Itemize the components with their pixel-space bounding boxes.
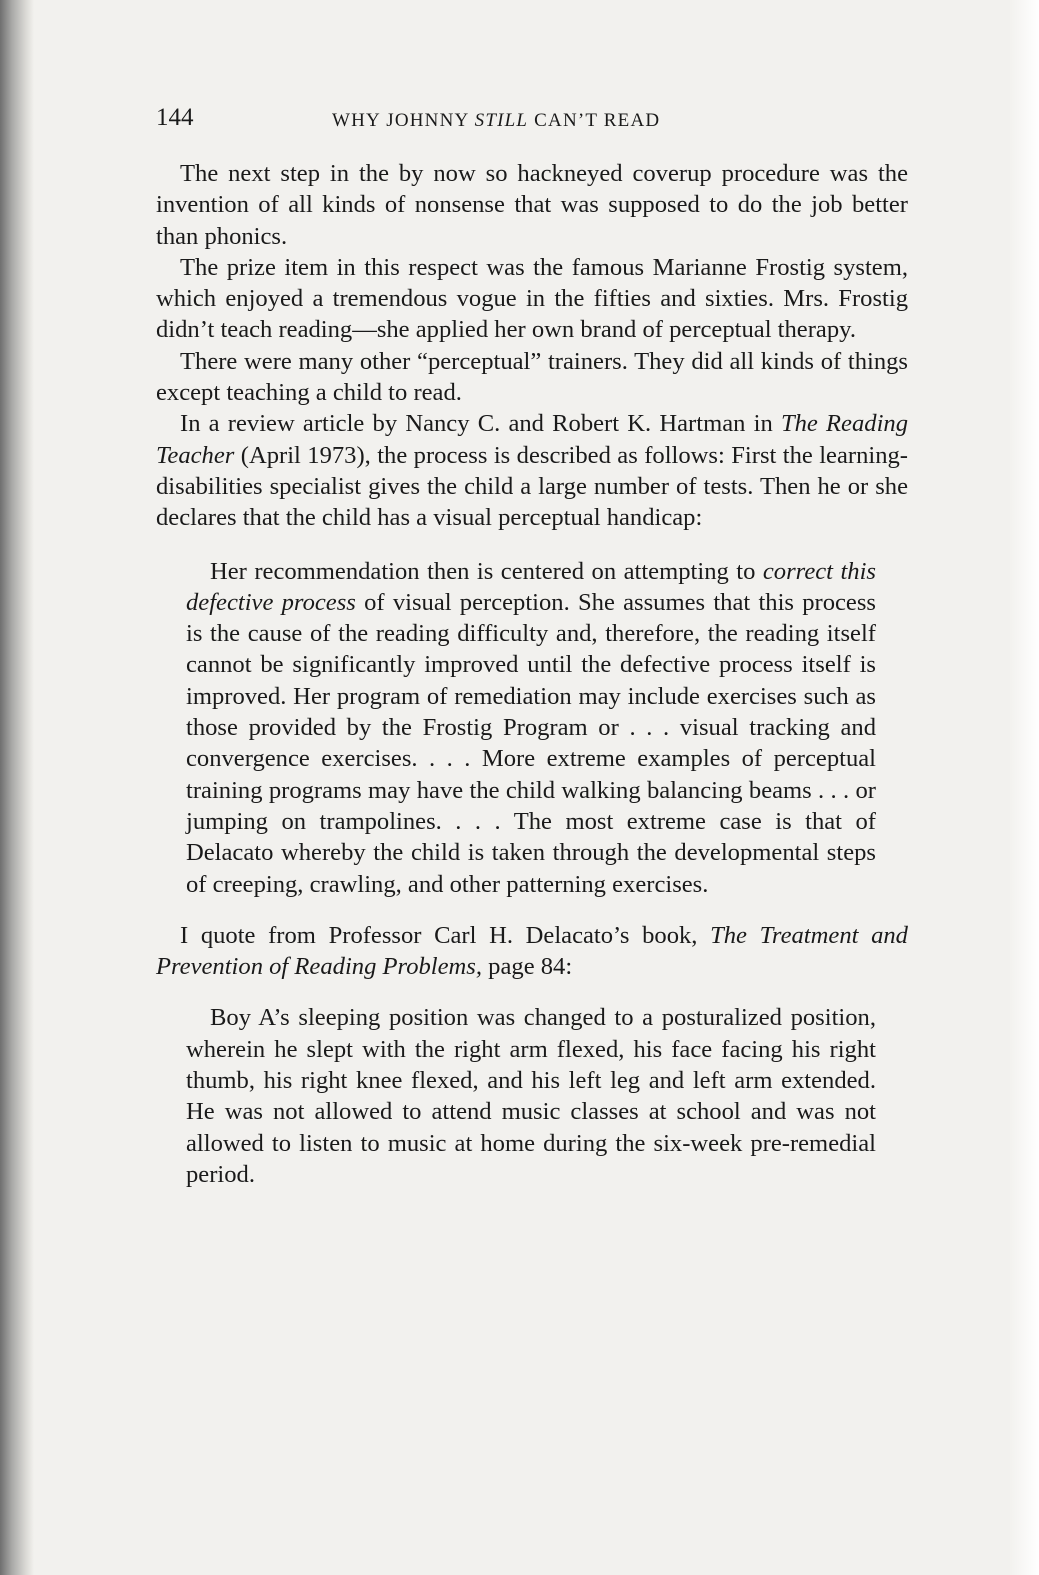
block-quote-1 xyxy=(156,556,908,900)
running-title-part1: WHY JOHNNY xyxy=(332,110,475,131)
running-title-part2: CAN’T READ xyxy=(528,110,661,131)
block-quote-1-part1: Her recommendation then is centered on attempting to xyxy=(210,557,763,585)
paragraph-5 xyxy=(156,920,908,983)
block-quote-2: Boy A’s sleeping position was changed to a posturalized position, wherein he slept with the right arm flexed, his face facing his right thumb, his right knee flexed, and his left leg and left arm extended. He was not allowed to attend music classes at school and was not allowed to listen to music at home during the six-week pre-remedial period. xyxy=(186,1004,876,1188)
block-quote-1-part2: of visual perception. She assumes that this process is the cause of the reading difficulty and, therefore, the reading itself cannot be significantly improved until the defective process itself is improved. Her program of remediation may include exercises such as those provided by the Frostig Program or . . . visual tracking and convergence exercises. . . . More extreme examples of perceptual training programs may have the child walking balancing beams . . . or jumping on trampolines. . . . The most extreme case is that of Delacato whereby the child is taken through the developmental steps of creeping, crawling, and other patterning exercises. xyxy=(186,588,876,898)
body-text xyxy=(156,158,908,1190)
page-number: 144 xyxy=(156,104,194,131)
running-head xyxy=(156,104,736,140)
paragraph-4-part1: In a review article by Nancy C. and Robert K. Hartman in xyxy=(180,410,781,438)
paragraph-5-part2: page 84: xyxy=(482,953,573,981)
journal-title: The Reading Teacher xyxy=(156,410,908,469)
block-quote-1-italic: correct this defective process xyxy=(186,557,876,616)
paragraph-4-part2: (April 1973), the process is described as follows: First the learning-disabilities specialist gives the child a large number of tests. Then he or she declares that the child has a visual perceptual handicap: xyxy=(156,441,908,532)
paragraph-1: The next step in the by now so hackneyed coverup procedure was the invention of all kinds of nonsense that was supposed to do the job better than phonics. xyxy=(156,160,908,250)
paragraph-5-part1: I quote from Professor Carl H. Delacato’s book, xyxy=(180,921,711,949)
running-title-italic: STILL xyxy=(474,110,529,131)
page-edge xyxy=(1009,0,1039,1575)
book-title: The Treatment and Prevention of Reading Problems, xyxy=(156,921,908,981)
paragraph-4 xyxy=(156,408,908,533)
paragraph-3: There were many other “perceptual” trainers. They did all kinds of things except teaching a child to read. xyxy=(156,347,908,407)
paragraph-2: The prize item in this respect was the famous Marianne Frostig system, which enjoyed a tremendous vogue in the fifties and sixties. Mrs. Frostig didn’t teach reading—she applied her own brand of perceptual therapy. xyxy=(156,253,908,344)
spine-shadow xyxy=(0,0,34,1575)
running-title xyxy=(332,110,660,132)
